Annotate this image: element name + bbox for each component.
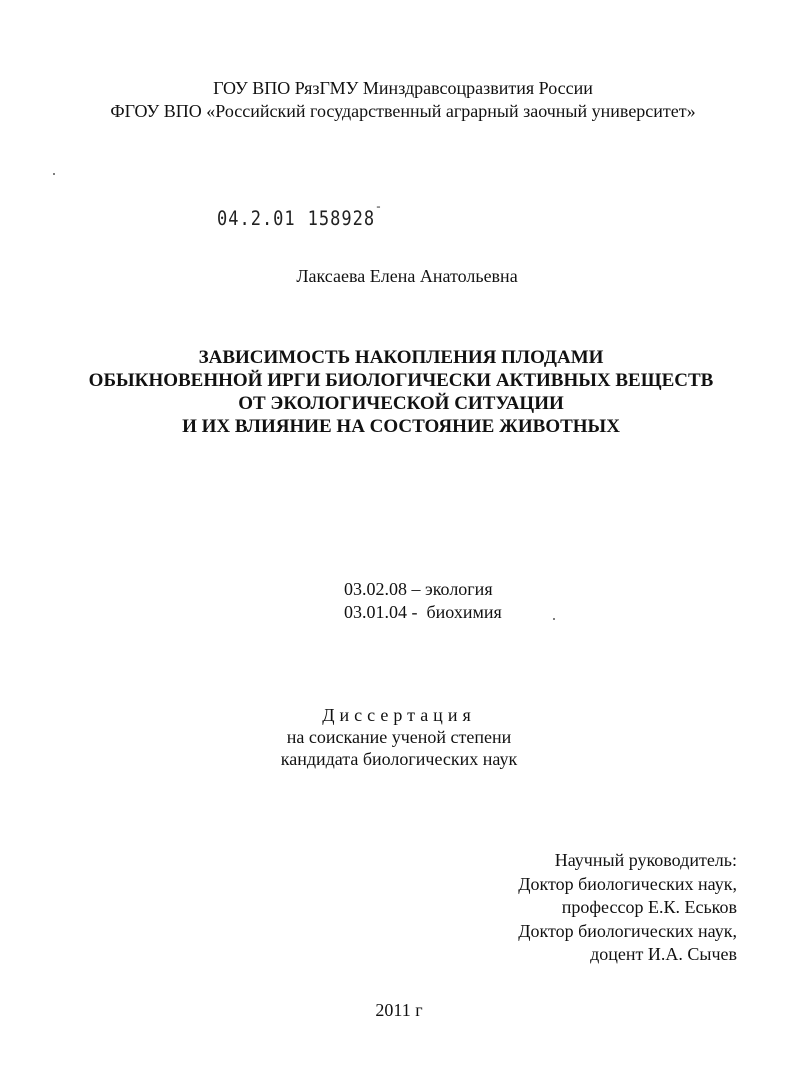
degree-line-2: кандидата биологических наук bbox=[280, 749, 518, 769]
specialty-code: 03.01.04 bbox=[344, 602, 407, 622]
stamp-part-1: 04.2.01 bbox=[217, 207, 296, 231]
title-line: ЗАВИСИМОСТЬ НАКОПЛЕНИЯ ПЛОДАМИ bbox=[198, 347, 604, 368]
specialty-2 bbox=[344, 600, 502, 624]
title-line: И ИХ ВЛИЯНИЕ НА СОСТОЯНИЕ ЖИВОТНЫХ bbox=[182, 416, 620, 437]
scan-speck bbox=[53, 173, 55, 175]
supervisor-line: Доктор биологических наук, bbox=[518, 873, 737, 894]
specialty-code: 03.02.08 bbox=[344, 579, 407, 599]
supervisor-line: доцент И.А. Сычев bbox=[590, 944, 737, 964]
dissertation-title bbox=[4, 346, 794, 438]
author-name: Лаксаева Елена Анатольевна bbox=[296, 266, 518, 286]
registration-stamp bbox=[217, 204, 383, 230]
stamp-part-2: 158928 bbox=[307, 207, 376, 231]
specialty-separator: – bbox=[411, 579, 421, 599]
supervisor-block bbox=[518, 849, 737, 967]
organization-line-1: ГОУ ВПО РязГМУ Минздравсоцразвития России bbox=[213, 78, 593, 98]
dissertation-label: Диссертация bbox=[322, 705, 476, 725]
specialty-name: биохимия bbox=[426, 602, 502, 622]
organization-line-2: ФГОУ ВПО «Российский государственный аграрный заочный университет» bbox=[110, 101, 696, 121]
degree-line-1: на соискание ученой степени bbox=[286, 727, 512, 747]
stamp-dash: ˉ bbox=[375, 204, 383, 220]
specialty-1 bbox=[344, 577, 493, 601]
supervisor-line: Доктор биологических наук, bbox=[518, 920, 737, 941]
specialty-separator: - bbox=[411, 602, 418, 622]
title-line: ОБЫКНОВЕННОЙ ИРГИ БИОЛОГИЧЕСКИ АКТИВНЫХ ВЕЩЕСТВ bbox=[88, 370, 714, 391]
scan-speck bbox=[553, 618, 555, 620]
supervisor-line: Научный руководитель: bbox=[554, 850, 737, 870]
year: 2011 г bbox=[375, 1000, 423, 1020]
specialty-name: экология bbox=[425, 579, 493, 599]
supervisor-line: профессор Е.К. Еськов bbox=[561, 897, 737, 917]
title-line: ОТ ЭКОЛОГИЧЕСКОЙ СИТУАЦИИ bbox=[238, 393, 564, 414]
